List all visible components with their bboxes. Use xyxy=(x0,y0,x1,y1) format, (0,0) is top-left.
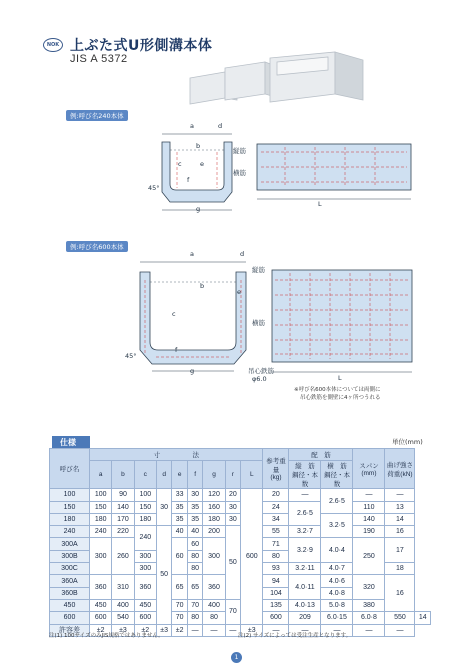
page-subtitle: JIS A 5372 xyxy=(70,53,128,65)
unit-label: 単位(mm) xyxy=(392,438,423,446)
table-row: 100 100 90 100 30 33 30 120 20 600 20 — 2.6·5 — — xyxy=(50,489,431,501)
diagram2-tag: 例:呼び名600本体 xyxy=(66,241,128,252)
table-row: 300A 300 260 60 60 300 71 3.2·9 4.0·4 250 17 xyxy=(50,538,431,550)
tolerance-row: 許容差 ±2 ±3 ±2 ±3 ±2 — — — ±3 — — — — — xyxy=(50,624,431,636)
table-row: 300C 300 80 93 3.2·11 4.0·7 18 xyxy=(50,563,431,575)
page-number: 1 xyxy=(231,652,242,663)
page-title: 上ぶた式U形側溝本体 xyxy=(70,38,213,54)
table-row: 240 240 220 240 50 40 40 200 50 55 3.2·7 190 16 xyxy=(50,526,431,538)
table-row: 360A 360 310 360 65 65 360 94 4.0·11 4.0·6 320 16 xyxy=(50,575,431,587)
diagram2-section xyxy=(128,250,258,375)
company-logo: NOK xyxy=(43,38,63,52)
table-row: 600 600 540 600 70 80 80 600 209 6.0·15 6.0·8 550 14 xyxy=(50,612,431,624)
footnote-1: 注(1) 100サイズのみJIS規格ではありません。 xyxy=(49,633,164,639)
footnote-2: 注(2) サイズによっては受注生産となります。 xyxy=(238,633,352,639)
diagram1-plan xyxy=(255,142,415,204)
table-row: 150 150 140 150 35 35 160 30 24 2.6·5 110 13 xyxy=(50,501,431,513)
table-row: 360B 104 4.0·8 xyxy=(50,587,431,599)
table-row: 180 180 170 180 35 35 180 30 34 3.2·5 140 14 xyxy=(50,513,431,525)
table-row: 450 450 400 450 70 70 400 70 135 4.0·13 5.0·8 380 xyxy=(50,599,431,611)
diagram2-plan xyxy=(270,268,415,378)
product-photo xyxy=(185,50,370,110)
spec-heading: 仕様 xyxy=(52,436,90,449)
table-row: 300B 300 80 80 xyxy=(50,550,431,562)
spec-table: 呼び名 寸 法 参考重量 (kg) 配 筋 スパン (mm) 曲げ強さ 荷重(kN) a b c d e f g r L 縦 筋 鋼径・本数 横 筋 鋼径・本数 100 100 90 100 30 33 30 120 20 600 20 — 2.6·5 — — 150 150 140 150 35 35 160 30 24 2.6·5 110 13 180 180 170 180 35 35 180 30 34 3.2·5 140 14 240 240 220 240 50 40 40 200 50 55 3.2·7 190 16 300A 300 260 60 60 300 71 3.2·9 4.0·4 250 17 300B 300 80 80 300C 300 80 93 3.2·11 4.0·7 18 360A 360 310 360 65 65 360 94 4.0·11 4.0·6 320 16 360B 104 4.0·8 450 450 400 450 70 70 400 70 135 4.0·13 5.0·8 380 600 600 540 600 70 80 80 600 209 6.0·15 6.0·8 550 14 許容差 ±2 ±3 ±2 ±3 ±2 — — — ±3 — — — — — xyxy=(49,448,431,637)
diagram1-tag: 例:呼び名240本体 xyxy=(66,110,128,121)
